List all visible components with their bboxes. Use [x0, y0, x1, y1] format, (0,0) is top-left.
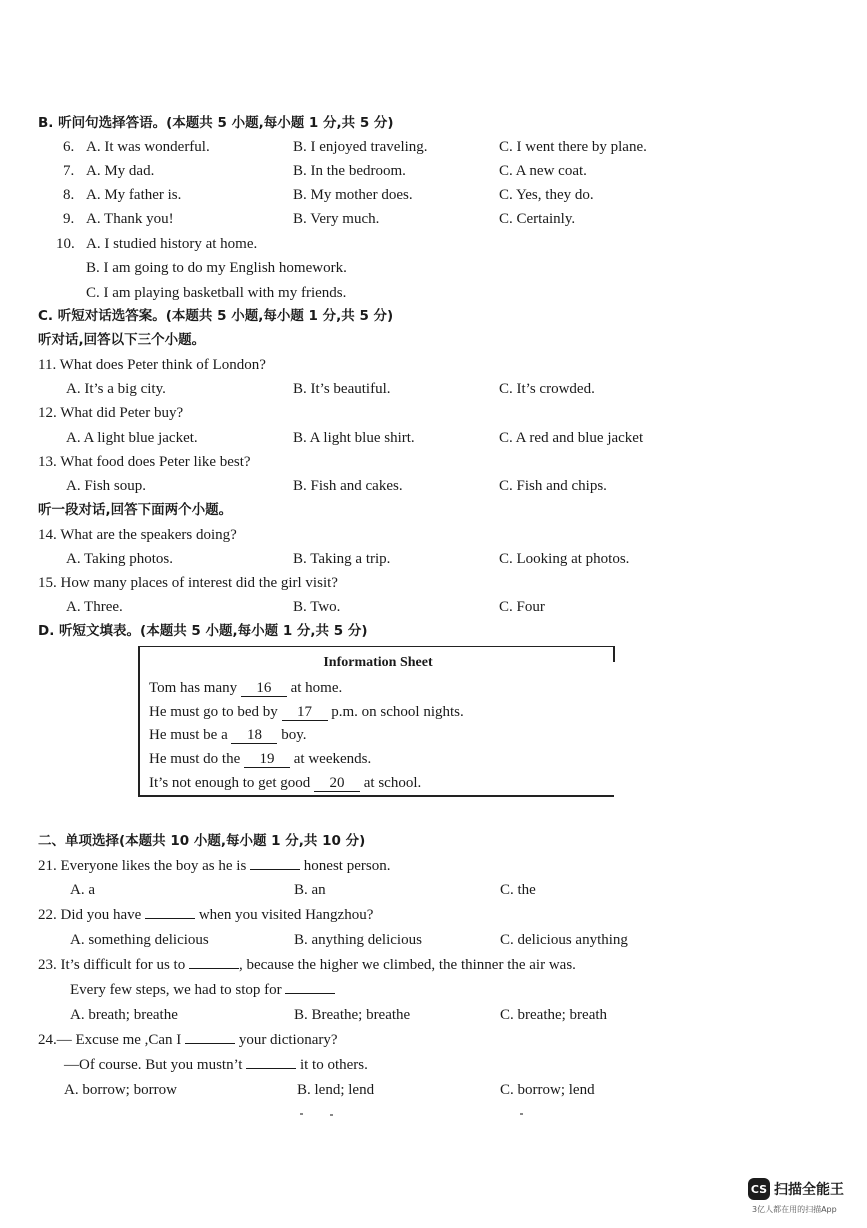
question-number: 7. [63, 163, 75, 179]
stem-text: when you visited Hangzhou? [198, 907, 374, 923]
question-stem [38, 1031, 338, 1049]
section-c-intro: 听对话,回答以下三个小题。 [38, 332, 206, 348]
stem-text: 21. Everyone likes the boy as he is [38, 858, 247, 874]
option-b: B. lend; lend [297, 1082, 375, 1098]
question-stem: 15. How many places of interest did the girl visit? [38, 575, 338, 591]
stem-text: —Of course. But you mustn’t [64, 1057, 243, 1073]
scan-speck [300, 1113, 303, 1115]
answer-blank [250, 869, 300, 870]
option-a: A. My father is. [86, 187, 182, 203]
part-2-heading: 二、单项选择(本题共 10 小题,每小题 1 分,共 10 分) [38, 833, 366, 849]
stem-text: 22. Did you have [38, 907, 142, 923]
option-c: C. borrow; lend [500, 1082, 595, 1098]
watermark-tagline: 3亿人都在用的扫描App [752, 1205, 837, 1214]
answer-blank [185, 1043, 235, 1044]
row-text: boy. [281, 727, 307, 743]
question-number: 6. [63, 139, 75, 155]
option-c: C. Fish and chips. [499, 478, 607, 494]
option-c: C. A red and blue jacket [499, 430, 644, 446]
sheet-row [149, 679, 342, 697]
sheet-title: Information Sheet [323, 655, 433, 670]
sheet-border-fragment [613, 646, 615, 662]
answer-blank: 18 [231, 727, 277, 744]
option-b: B. an [294, 882, 326, 898]
question-stem [38, 857, 390, 875]
stem-text: , because the higher we climbed, the thinner the air was. [238, 957, 576, 973]
option-c: C. Yes, they do. [499, 187, 594, 203]
watermark-name: 扫描全能王 [774, 1182, 844, 1198]
option-c: C. I am playing basketball with my friends. [86, 285, 347, 301]
option-a: A. Taking photos. [66, 551, 174, 567]
row-text: at school. [363, 775, 422, 791]
stem-text: it to others. [299, 1057, 368, 1073]
option-c: C. It’s crowded. [499, 381, 595, 397]
answer-blank [189, 968, 239, 969]
stem-text: your dictionary? [238, 1032, 338, 1048]
option-a: A. breath; breathe [70, 1007, 178, 1023]
option-a: A. My dad. [86, 163, 155, 179]
stem-text: Every few steps, we had to stop for [70, 982, 282, 998]
section-c-heading: C. 听短对话选答案。(本题共 5 小题,每小题 1 分,共 5 分) [38, 308, 394, 324]
stem-text: honest person. [303, 858, 391, 874]
scan-speck [520, 1113, 523, 1115]
answer-blank: 19 [244, 751, 290, 768]
option-a: A. It was wonderful. [86, 139, 210, 155]
answer-blank [145, 918, 195, 919]
row-text: at weekends. [293, 751, 372, 767]
option-b: B. My mother does. [293, 187, 413, 203]
question-stem: 12. What did Peter buy? [38, 405, 184, 421]
option-b: B. Two. [293, 599, 341, 615]
option-c: C. the [500, 882, 536, 898]
option-a: A. I studied history at home. [86, 236, 258, 252]
option-a: A. A light blue jacket. [66, 430, 198, 446]
question-number: 9. [63, 211, 75, 227]
question-stem [38, 956, 576, 974]
option-a: A. Fish soup. [66, 478, 147, 494]
question-stem-line-2 [64, 1056, 368, 1074]
answer-blank [246, 1068, 296, 1069]
sheet-row [149, 774, 421, 792]
question-number: 10. [56, 236, 75, 252]
sheet-row [149, 750, 371, 768]
option-c: C. Four [499, 599, 545, 615]
row-text: Tom has many [149, 680, 238, 696]
camscanner-logo-icon: CS [748, 1178, 770, 1200]
information-sheet [138, 646, 614, 797]
option-b: B. In the bedroom. [293, 163, 406, 179]
option-b: B. Fish and cakes. [293, 478, 403, 494]
option-b: B. A light blue shirt. [293, 430, 415, 446]
option-c: C. A new coat. [499, 163, 587, 179]
option-b: B. I am going to do my English homework. [86, 260, 347, 276]
row-text: He must go to bed by [149, 704, 278, 720]
section-c-intro: 听一段对话,回答下面两个小题。 [38, 502, 233, 518]
section-d-heading: D. 听短文填表。(本题共 5 小题,每小题 1 分,共 5 分) [38, 623, 368, 639]
option-a: A. It’s a big city. [66, 381, 166, 397]
option-a: A. borrow; borrow [64, 1082, 177, 1098]
question-stem: 11. What does Peter think of London? [38, 357, 266, 373]
answer-blank [285, 993, 335, 994]
question-stem: 13. What food does Peter like best? [38, 454, 251, 470]
option-a: A. something delicious [70, 932, 209, 948]
question-stem-line-2 [70, 981, 335, 999]
option-c: C. Certainly. [499, 211, 576, 227]
stem-text: 23. It’s difficult for us to [38, 957, 186, 973]
option-c: C. I went there by plane. [499, 139, 647, 155]
option-b: B. Breathe; breathe [294, 1007, 411, 1023]
row-text: He must be a [149, 727, 228, 743]
stem-text: 24.— Excuse me ,Can I [38, 1032, 182, 1048]
question-stem: 14. What are the speakers doing? [38, 527, 237, 543]
option-a: A. Thank you! [86, 211, 174, 227]
scan-speck [330, 1114, 333, 1116]
option-b: B. I enjoyed traveling. [293, 139, 428, 155]
question-number: 8. [63, 187, 75, 203]
row-text: p.m. on school nights. [331, 704, 464, 720]
answer-blank: 17 [282, 704, 328, 721]
question-stem [38, 906, 373, 924]
sheet-row [149, 726, 307, 744]
sheet-row [149, 703, 464, 721]
answer-blank: 16 [241, 680, 287, 697]
option-a: A. a [70, 882, 95, 898]
scanner-watermark [748, 1178, 844, 1200]
option-a: A. Three. [66, 599, 123, 615]
option-c: C. Looking at photos. [499, 551, 630, 567]
option-b: B. It’s beautiful. [293, 381, 391, 397]
row-text: It’s not enough to get good [149, 775, 311, 791]
option-b: B. Taking a trip. [293, 551, 391, 567]
row-text: He must do the [149, 751, 241, 767]
section-b-heading: B. 听问句选择答语。(本题共 5 小题,每小题 1 分,共 5 分) [38, 115, 394, 131]
option-b: B. Very much. [293, 211, 380, 227]
option-c: C. delicious anything [500, 932, 628, 948]
option-c: C. breathe; breath [500, 1007, 608, 1023]
answer-blank: 20 [314, 775, 360, 792]
option-b: B. anything delicious [294, 932, 422, 948]
row-text: at home. [290, 680, 343, 696]
